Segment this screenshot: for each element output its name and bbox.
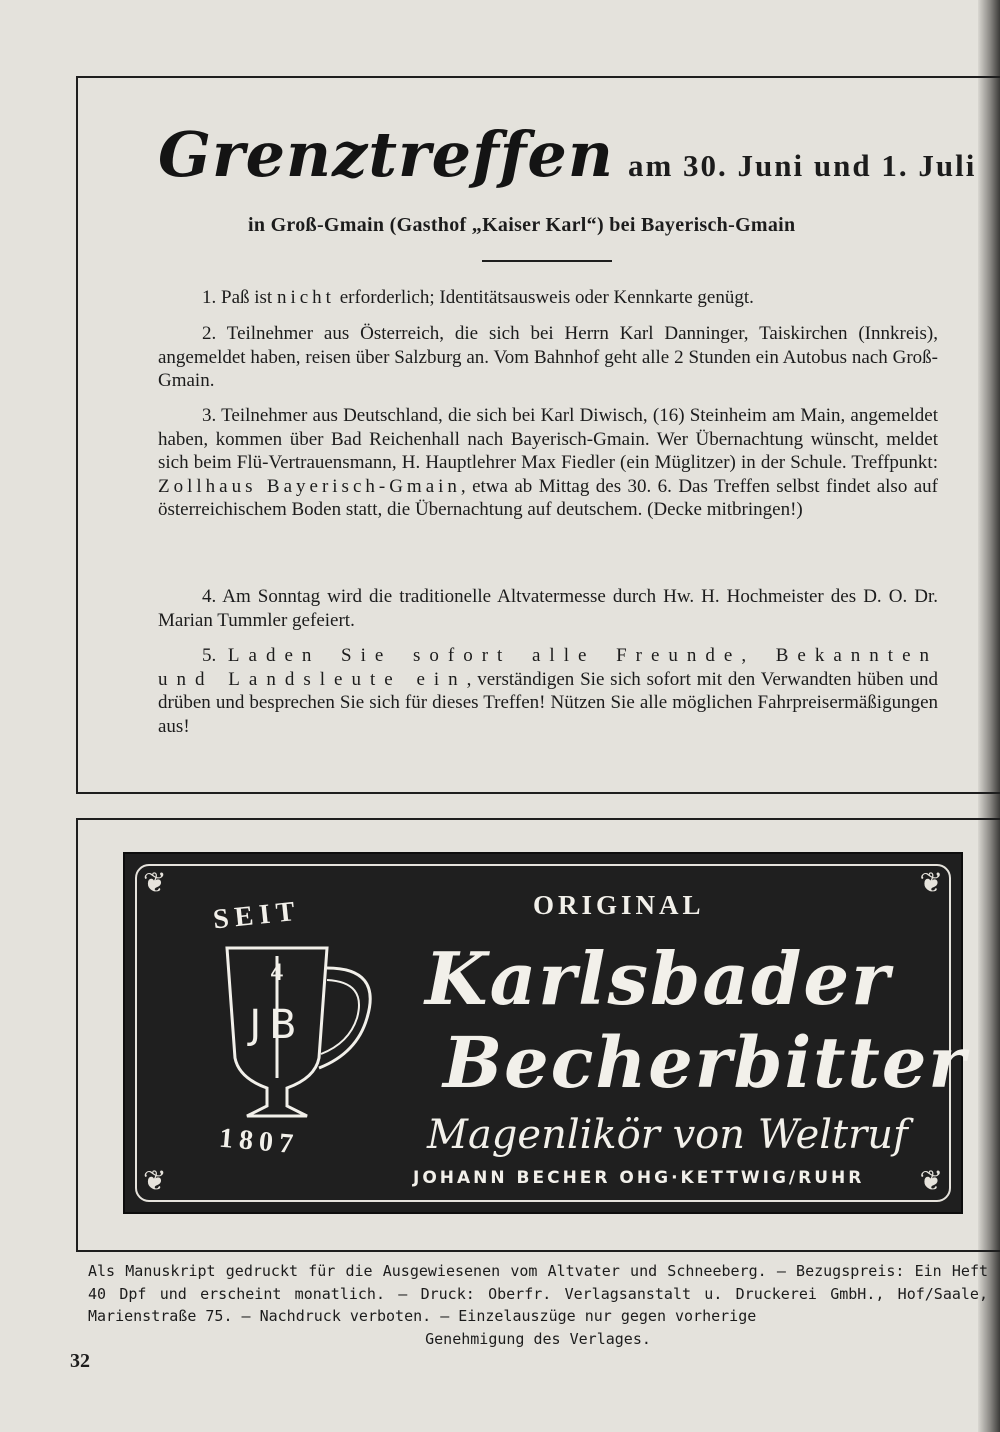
ad-year: 1807 <box>217 1122 301 1161</box>
ad-tagline: Magenlikör von Weltruf <box>427 1112 908 1158</box>
ad-since-label: SEIT <box>211 895 303 936</box>
corner-ornament-icon: ❦ <box>143 868 167 899</box>
item-2: 2. Teilnehmer aus Österreich, die sich bei Herrn Karl Danninger, Taiskirchen (Innkreis), angemeldet haben, reisen über Salzburg an. Vom Bahnhof geht alle 2 Stunden ein Autobus nach Groß-Gmain. <box>158 323 938 392</box>
imprint-text: Als Manuskript gedruckt für die Ausgewiesenen vom Altvater und Schneeberg. — Bezugspreis: Ein Heft 40 Dpf und erscheint monatlich. — Druck: Oberfr. Verlagsanstalt u. Druckerei GmbH., Hof/Saale, Marienstraße 75. — Nachdruck verboten. — Einzelauszüge nur gegen vorherige <box>88 1262 988 1325</box>
location-line: in Groß-Gmain (Gasthof „Kaiser Karl“) bei Bayerisch-Gmain <box>248 214 796 236</box>
corner-ornament-icon: ❦ <box>143 1166 167 1197</box>
ad-maker: JOHANN BECHER OHG·KETTWIG/RUHR <box>413 1168 865 1188</box>
announcement-headline <box>158 118 976 191</box>
ad-original-label: ORIGINAL <box>533 890 705 920</box>
item-5: 5. Laden Sie sofort alle Freunde, Bekannten und Landsleute ein, verständigen Sie sich sofort mit den Verwandten hüben und drüben und besprechen Sie sich für dieses Treffen! Nützen Sie alle möglichen Fahrpreisermäßigungen aus! <box>158 645 939 737</box>
corner-ornament-icon: ❦ <box>919 868 943 899</box>
imprint-last-line: Genehmigung des Verlages. <box>425 1329 651 1348</box>
goblet-emblem-icon <box>207 938 407 1128</box>
ad-brand-line-2: Becherbitter <box>443 1021 968 1104</box>
imprint-footer <box>88 1260 988 1350</box>
divider-rule <box>482 260 612 262</box>
item-4: 4. Am Sonntag wird die traditionelle Altvatermesse durch Hw. H. Hochmeister des D. O. Dr. Marian Tummler gefeiert. <box>158 586 938 631</box>
ad-brand-line-1: Karlsbader <box>425 936 892 1021</box>
headline-title: Grenztreffen <box>158 118 614 191</box>
advertisement-panel <box>123 852 968 1214</box>
headline-date: am 30. Juni und 1. Juli <box>627 148 977 183</box>
mug-initials: JB <box>249 1002 305 1048</box>
corner-ornament-icon: ❦ <box>919 1166 943 1197</box>
page-number: 32 <box>70 1350 90 1372</box>
mug-number: 4 <box>270 961 284 986</box>
item-3: 3. Teilnehmer aus Deutschland, die sich bei Karl Diwisch, (16) Steinheim am Main, angemeldet haben, kommen über Bad Reichenhall nach Bayerisch-Gmain. Wer Übernachtung wünscht, meldet sich beim Flü-Vertrauensmann, H. Hauptlehrer Max Fiedler (ein Müglitzer) in der Schule. Treffpunkt: Zollhaus Bayerisch-Gmain, etwa ab Mittag des 30. 6. Das Treffen selbst findet also auf österreichischem Boden statt, die Übernachtung auf deutschem. (Decke mitbringen!) <box>158 405 938 521</box>
item-1: 1. Paß ist nicht erforderlich; Identitätsausweis oder Kennkarte genügt. <box>202 287 754 308</box>
